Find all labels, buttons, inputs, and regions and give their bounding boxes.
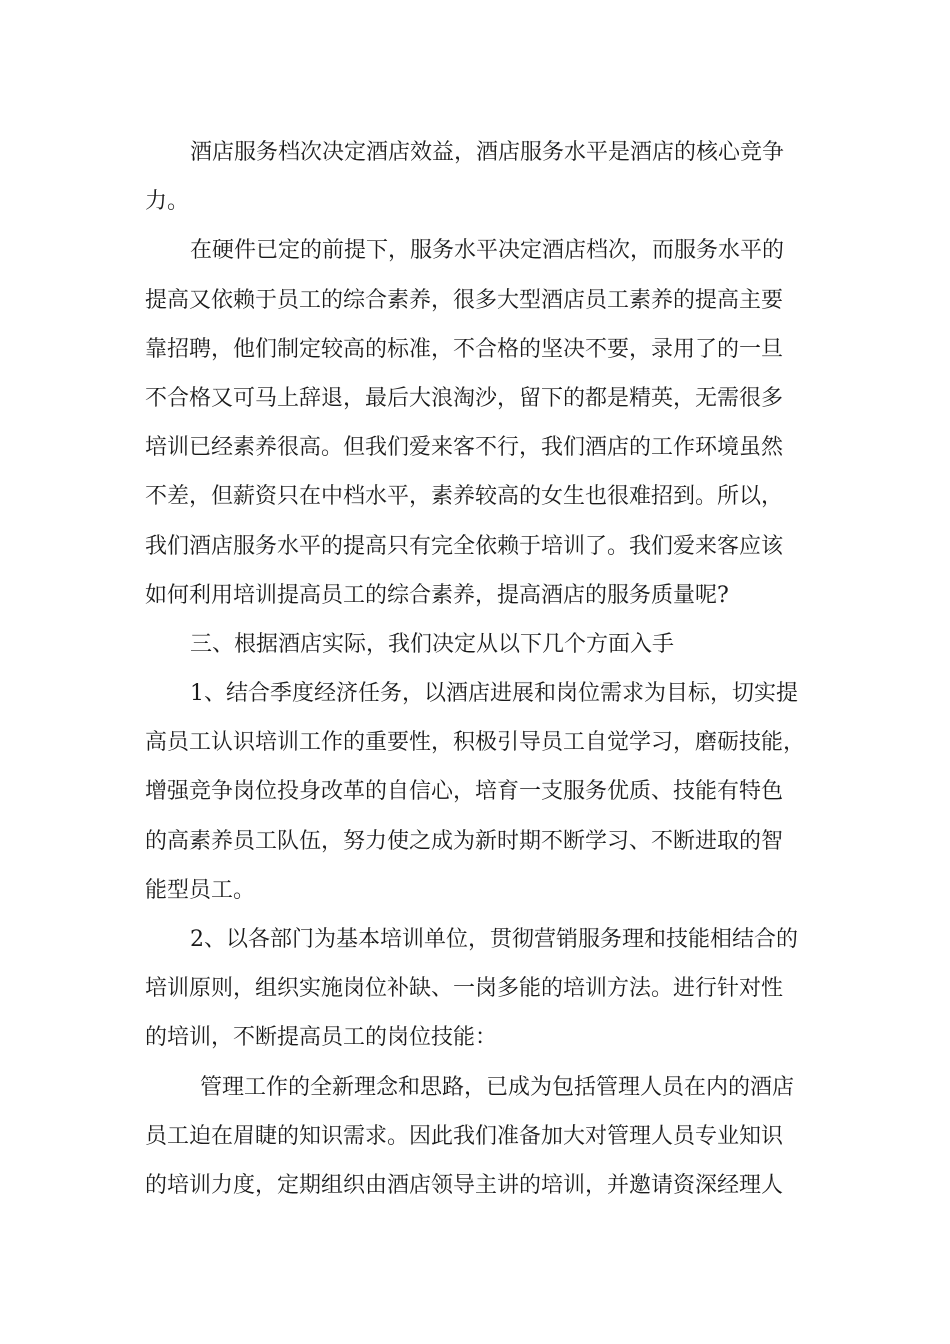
text-line: 培训已经素养很高。但我们爱来客不行，我们酒店的工作环境虽然 xyxy=(145,435,784,461)
paragraph-item-1 xyxy=(145,669,825,915)
text-line: 员工迫在眉睫的知识需求。因此我们准备加大对管理人员专业知识 xyxy=(145,1123,784,1149)
text-line: 高员工认识培训工作的重要性，积极引导员工自觉学习，磨砺技能， xyxy=(145,730,806,756)
text-line: 增强竞争岗位投身改革的自信心，培育一支服务优质、技能有特色 xyxy=(145,779,784,805)
text-line: 靠招聘，他们制定较高的标准，不合格的坚决不要，录用了的一旦 xyxy=(145,336,784,362)
text-line: 酒店服务档次决定酒店效益，酒店服务水平是酒店的核心竞争 xyxy=(190,140,785,165)
paragraph-2 xyxy=(145,226,825,620)
paragraph-item-2 xyxy=(145,915,825,1063)
text-line: 在硬件已定的前提下，服务水平决定酒店档次，而服务水平的 xyxy=(190,238,785,264)
text-line: 能型员工。 xyxy=(145,877,256,903)
document-body xyxy=(145,128,825,1210)
text-line: 我们酒店服务水平的提高只有完全依赖于培训了。我们爱来客应该 xyxy=(145,533,784,559)
text-line: 不合格又可马上辞退，最后大浪淘沙，留下的都是精英，无需很多 xyxy=(145,385,784,411)
text-line: 如何利用培训提高员工的综合素养，提高酒店的服务质量呢? xyxy=(145,582,729,608)
paragraph-1 xyxy=(145,128,825,226)
paragraph-management xyxy=(145,1063,825,1211)
text-line: 的培训力度，定期组织由酒店领导主讲的培训，并邀请资深经理人 xyxy=(145,1172,784,1198)
text-line: 不差，但薪资只在中档水平，素养较高的女生也很难招到。所以， xyxy=(145,484,784,510)
text-line: 的培训，不断提高员工的岗位技能： xyxy=(145,1025,498,1051)
text-line: 1、结合季度经济任务，以酒店进展和岗位需求为目标，切实提 xyxy=(190,681,798,707)
text-line: 的高素养员工队伍，努力使之成为新时期不断学习、不断进取的智 xyxy=(145,828,784,854)
text-line: 培训原则，组织实施岗位补缺、一岗多能的培训方法。进行针对性 xyxy=(145,976,784,1002)
section-heading-3 xyxy=(145,620,825,669)
text-line: 管理工作的全新理念和思路，已成为包括管理人员在内的酒店 xyxy=(200,1074,795,1100)
text-line: 2、以各部门为基本培训单位，贯彻营销服务理和技能相结合的 xyxy=(190,927,798,952)
text-line: 力。 xyxy=(145,189,190,215)
text-line: 提高又依赖于员工的综合素养，很多大型酒店员工素养的提高主要 xyxy=(145,287,784,313)
section-heading: 三、根据酒店实际，我们决定从以下几个方面入手 xyxy=(190,631,675,657)
